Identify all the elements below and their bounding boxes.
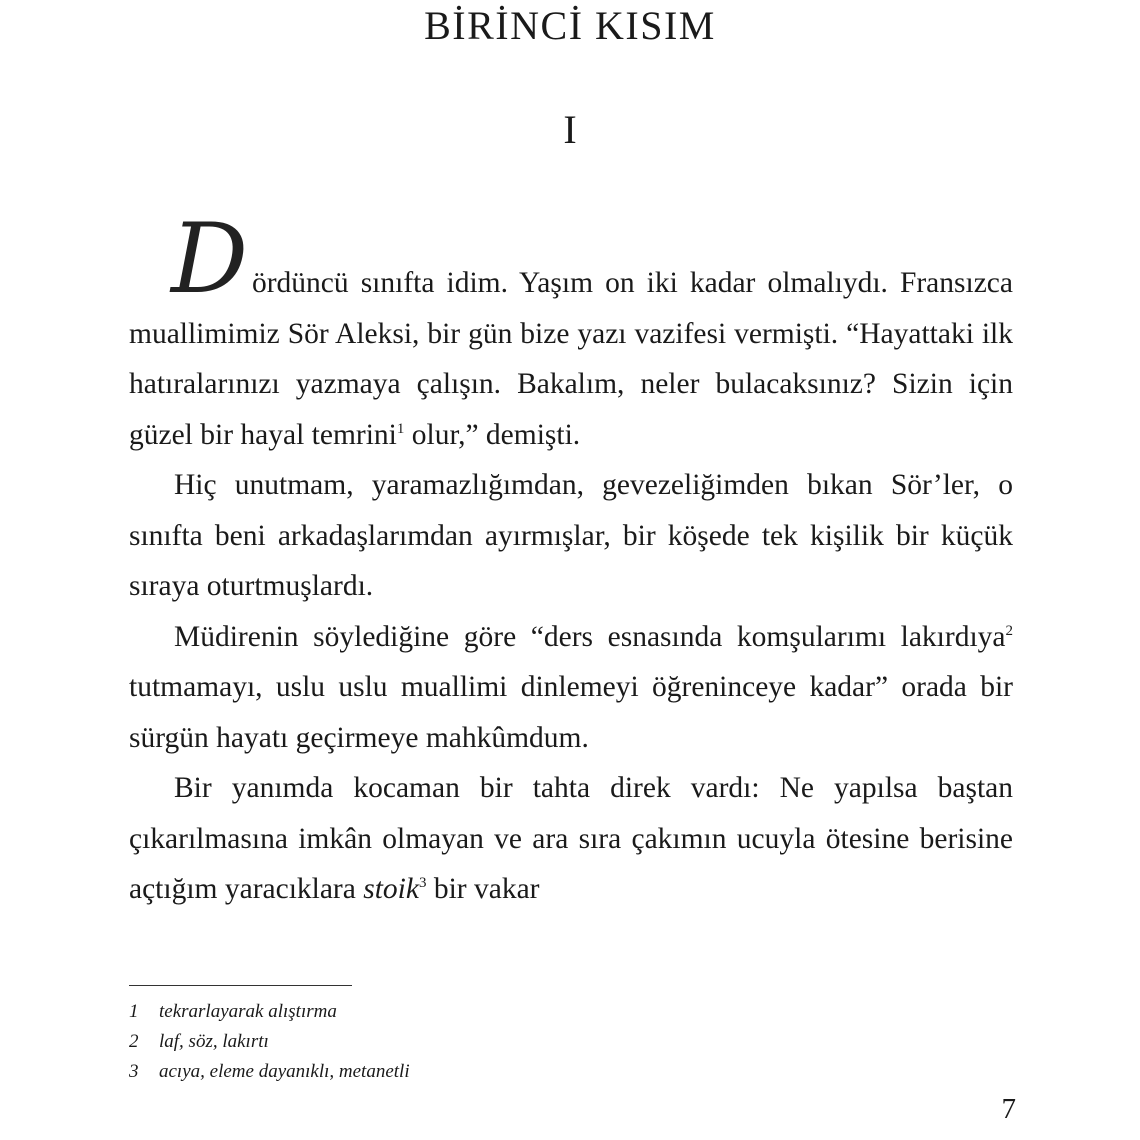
footnote-marker: 2 <box>1005 622 1013 639</box>
italic-term: stoik <box>363 873 419 905</box>
page-number: 7 <box>1001 1093 1016 1125</box>
body-text <box>129 203 1013 915</box>
text-run: Bir yanımda kocaman bir tahta direk vardı: Ne yapılsa baştan çıkarılmasına imkân olmayan ve ara sıra çakımın ucuyla ötesine berisine açtığım yaracıklara <box>129 772 1013 905</box>
footnotes <box>129 997 729 1087</box>
footnote-marker: 1 <box>396 420 405 437</box>
footnote <box>129 1057 729 1087</box>
paragraph <box>129 612 1013 764</box>
paragraph <box>129 203 1013 460</box>
footnote-marker: 3 <box>418 875 427 892</box>
footnote-text: acıya, eleme dayanıklı, metanetli <box>159 1061 410 1082</box>
footnote-number: 3 <box>129 1061 139 1082</box>
paragraph <box>129 460 1013 612</box>
footnote-number: 2 <box>129 1031 139 1052</box>
footnote-divider <box>129 985 352 986</box>
footnote <box>129 997 729 1027</box>
footnote <box>129 1027 729 1057</box>
footnote-number: 1 <box>129 1001 139 1022</box>
footnote-text: tekrarlayarak alıştırma <box>159 1001 337 1022</box>
text-run: olur,” demişti. <box>404 418 581 451</box>
part-title: BİRİNCİ KISIM <box>424 3 716 48</box>
text-run: Müdirenin söylediğine göre “ders esnasında komşularımı lakırdıya <box>174 620 1006 653</box>
paragraph <box>129 763 1013 915</box>
footnote-text: laf, söz, lakırtı <box>159 1031 269 1052</box>
drop-cap: D <box>171 203 248 315</box>
text-run: ördüncü sınıfta idim. Yaşım on iki kadar olmalıydı. Fransızca muallimimiz Sör Aleksi, bir gün bize yazı vazifesi vermişti. “Hayattaki ilk hatıralarınızı yazmaya çalışın. Bakalım, neler bulacaksınız? Sizin için güzel bir hayal temrini <box>129 267 1013 451</box>
chapter-number: I <box>563 107 577 152</box>
text-run: Hiç unutmam, yaramazlığımdan, gevezeliğimden bıkan Sör’ler, o sınıfta beni arkadaşlarımdan ayırmışlar, bir köşede tek kişilik bir küçük sıraya oturtmuşlardı. <box>129 469 1013 602</box>
text-run: bir vakar <box>426 873 540 905</box>
text-run: tutmamayı, uslu uslu muallimi dinlemeyi öğreninceye kadar” orada bir sürgün hayatı geçirmeye mahkûmdum. <box>129 671 1013 754</box>
